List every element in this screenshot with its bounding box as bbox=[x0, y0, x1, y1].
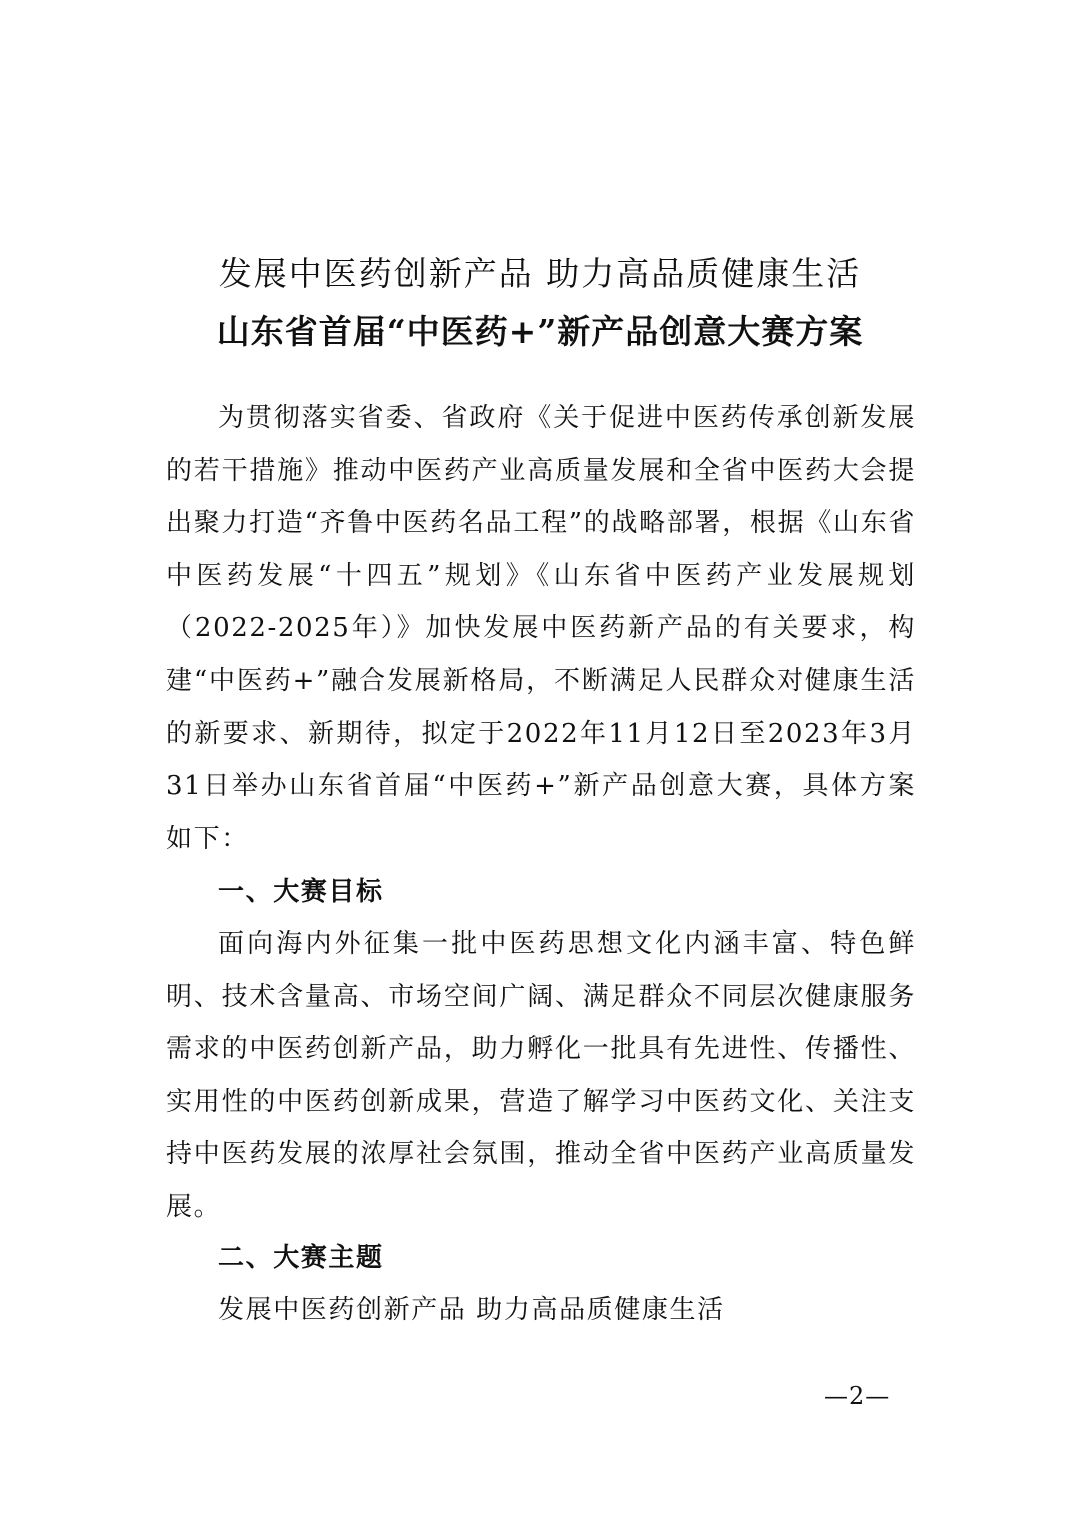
intro-paragraph: 为贯彻落实省委、省政府《关于促进中医药传承创新发展的若干措施》推动中医药产业高质量发展和全省中医药大会提出聚力打造“齐鲁中医药名品工程”的战略部署，根据《山东省中医药发展“十四五”规划》《山东省中医药产业发展规划（2022-2025年）》加快发展中医药新产品的有关要求，构建“中医药+”融合发展新格局，不断满足人民群众对健康生活的新要求、新期待，拟定于2022年11月12日至2023年3月31日举办山东省首届“中医药+”新产品创意大赛，具体方案如下： bbox=[166, 403, 916, 854]
section-heading-theme: 二、大赛主题 bbox=[218, 1243, 384, 1273]
document-title-line-1: 发展中医药创新产品 助力高品质健康生活 bbox=[218, 254, 862, 293]
section-heading-goal: 一、大赛目标 bbox=[218, 877, 384, 907]
section-paragraph-theme: 发展中医药创新产品 助力高品质健康生活 bbox=[218, 1295, 725, 1325]
page-number: —2— bbox=[824, 1382, 891, 1410]
section-paragraph-goal: 面向海内外征集一批中医药思想文化内涵丰富、特色鲜明、技术含量高、市场空间广阔、满足群众不同层次健康服务需求的中医药创新产品，助力孵化一批具有先进性、传播性、实用性的中医药创新成果，营造了解学习中医药文化、关注支持中医药发展的浓厚社会氛围，推动全省中医药产业高质量发展。 bbox=[166, 929, 916, 1222]
document-title-line-2: 山东省首届“中医药+”新产品创意大赛方案 bbox=[216, 312, 864, 351]
